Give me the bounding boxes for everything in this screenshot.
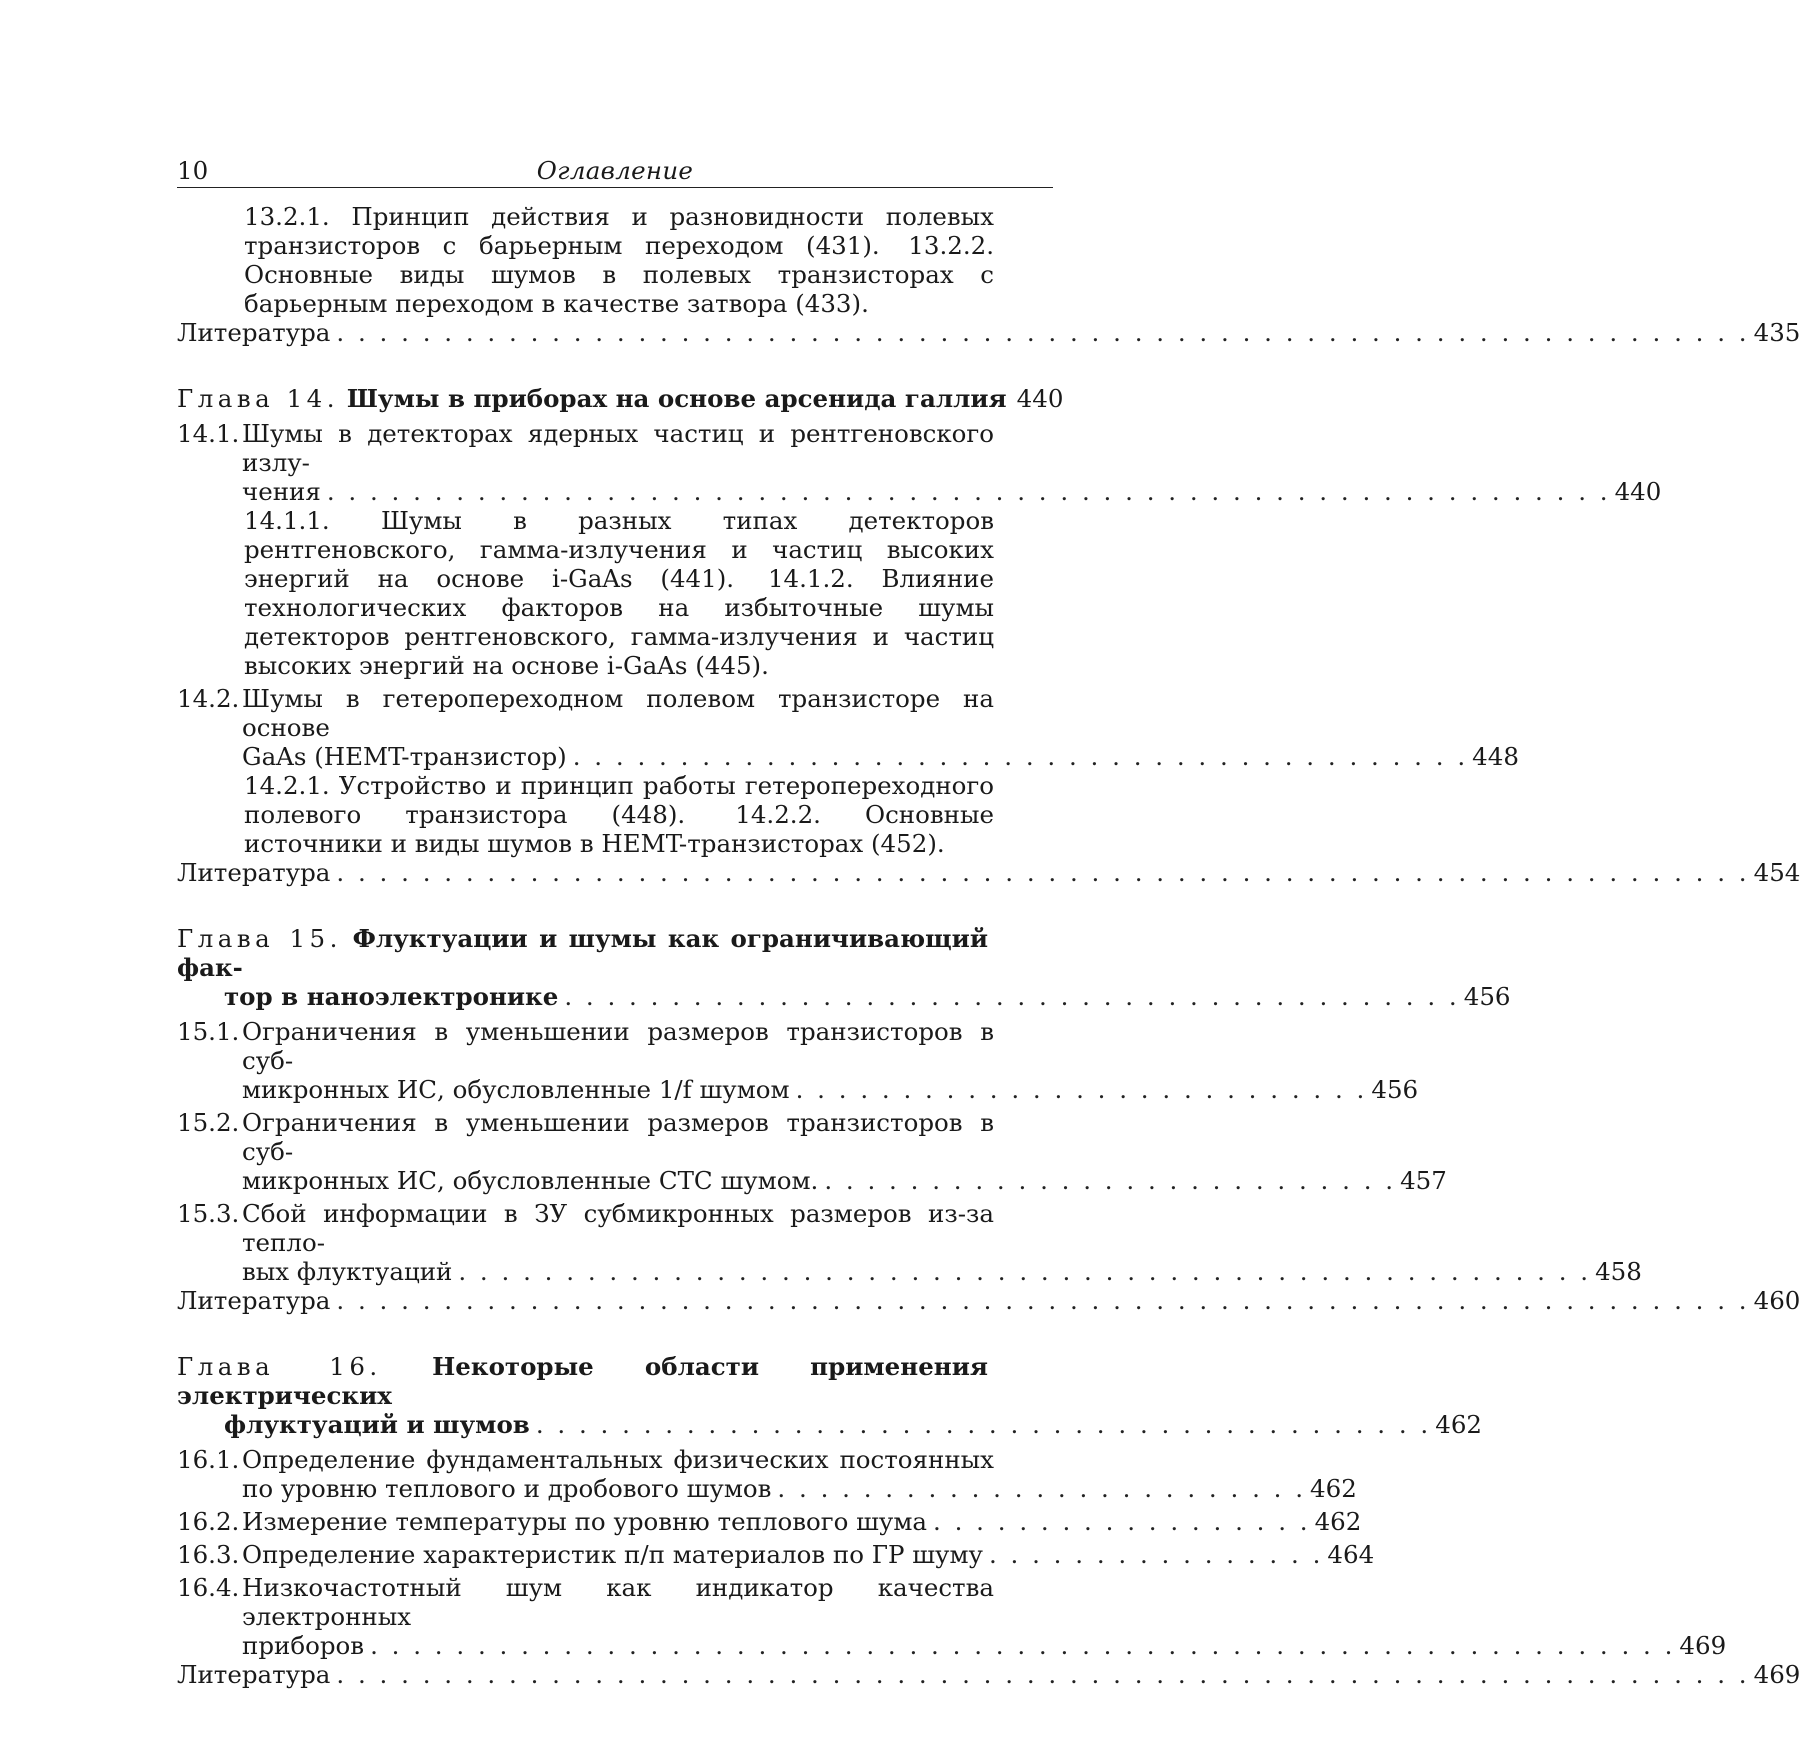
section-number: 15.2. bbox=[177, 1108, 240, 1137]
toc-section-15-2[interactable] bbox=[177, 1108, 1447, 1195]
leader-dots: . . . . . . . . . . . . . . . . . . . . . . . . . bbox=[777, 1474, 1307, 1503]
leader-dots: . . . . . . . . . . . . . . . . . . . . . . . . . . . bbox=[824, 1166, 1397, 1195]
section-title-line: чения bbox=[242, 477, 321, 506]
section-title-line: Определение характеристик п/п материалов по ГР шуму bbox=[242, 1540, 983, 1569]
page-ref: 464 bbox=[1327, 1540, 1375, 1569]
running-title: Оглавление bbox=[536, 156, 694, 185]
chapter-label: Глава 15. bbox=[177, 924, 342, 953]
section-title-line: Шумы в гетеропереходном полевом транзисторе на основе bbox=[242, 684, 994, 742]
toc-section-16-3[interactable] bbox=[177, 1540, 1375, 1569]
page-ref: 462 bbox=[1310, 1474, 1357, 1503]
chapter-16[interactable] bbox=[177, 1352, 1482, 1439]
section-number: 16.2. bbox=[177, 1507, 240, 1536]
toc-section-15-1[interactable] bbox=[177, 1017, 1419, 1104]
section-number: 16.3. bbox=[177, 1540, 240, 1569]
subsection-item: 14.1.2. Влияние технологических факторов на избыточные шумы детекторов рентгеновского, гамма-излучения и частиц высоких энергий на основе i-GaAs (445). bbox=[244, 564, 994, 680]
subsection-item: 14.1.1. Шумы в разных типах детекторов рентгеновского, гамма-излучения и частиц высоких энергий на основе i-GaAs (441). bbox=[244, 506, 994, 593]
leader-dots: . . . . . . . . . . . . . . . . . . . . . . . . . . . . . . . . . . . . . . . . . . . . . . . . . . . . . bbox=[458, 1257, 1592, 1286]
leader-dots: . . . . . . . . . . . . . . . . . . . . . . . . . . . . . . . . . . . . . . . . . . bbox=[564, 982, 1460, 1011]
page-ref: 440 bbox=[1614, 477, 1662, 506]
section-title-line: Ограничения в уменьшении размеров транзисторов в суб- bbox=[242, 1108, 994, 1166]
leader-dots: . . . . . . . . . . . . . . . . . . . . . . . . . . . . . . . . . . . . . . . . . . bbox=[535, 1410, 1432, 1439]
leader-dots: . . . . . . . . . . . . . . . . . . . . . . . . . . . . . . . . . . . . . . . . . . . . . . . . . . . . . . . . . . . . . . . . . . bbox=[336, 1660, 1750, 1689]
leader-dots: . . . . . . . . . . . . . . . . . . . . . . . . . . . . . . . . . . . . . . . . . . . . . . . . . . . . . . . . . . . . . . . . . . bbox=[336, 1286, 1750, 1315]
page-number: 10 bbox=[177, 156, 209, 185]
toc-section-15-3[interactable] bbox=[177, 1199, 1642, 1286]
subsection-item: 13.2.1. Принцип действия и разновидности полевых транзисторов с барьерным переходом (431). bbox=[244, 202, 994, 260]
page-ref: 460 bbox=[1753, 1286, 1800, 1315]
section-title-line: Определение фундаментальных физических постоянных bbox=[242, 1445, 994, 1474]
page-ref: 454 bbox=[1753, 858, 1800, 887]
chapter-title: флуктуаций и шумов bbox=[224, 1410, 530, 1439]
section-title-line: Измерение температуры по уровню теплового шума bbox=[242, 1507, 928, 1536]
section-title-line: по уровню теплового и дробового шумов bbox=[242, 1474, 772, 1503]
page-ref: 462 bbox=[1435, 1410, 1482, 1439]
toc-section-16-2[interactable] bbox=[177, 1507, 1362, 1536]
section-number: 15.1. bbox=[177, 1017, 240, 1046]
chapter-title: Шумы в приборах на основе арсенида галлия bbox=[346, 384, 1007, 413]
literature-label: Литература bbox=[177, 858, 331, 887]
toc-literature[interactable] bbox=[177, 1286, 1800, 1315]
page-ref: 469 bbox=[1679, 1631, 1727, 1660]
leader-dots: . . . . . . . . . . . . . . . . bbox=[988, 1540, 1324, 1569]
section-title-line: Ограничения в уменьшении размеров транзисторов в суб- bbox=[242, 1017, 994, 1075]
leader-dots: . . . . . . . . . . . . . . . . . . . . . . . . . . . . . . . . . . . . . . . . . . . . . . . . . . . . . . . . . . . . bbox=[326, 477, 1611, 506]
section-title-line: Низкочастотный шум как индикатор качества электронных bbox=[242, 1573, 994, 1631]
toc-literature[interactable] bbox=[177, 318, 1800, 347]
section-number: 15.3. bbox=[177, 1199, 240, 1228]
section-title-line: вых флуктуаций bbox=[242, 1257, 453, 1286]
page-ref: 456 bbox=[1463, 982, 1511, 1011]
toc-section-14-2[interactable] bbox=[177, 684, 1519, 771]
page-ref: 469 bbox=[1753, 1660, 1800, 1689]
chapter-title: тор в наноэлектронике bbox=[224, 982, 559, 1011]
page-ref: 448 bbox=[1472, 742, 1519, 771]
chapter-label: Глава 14. bbox=[177, 384, 340, 413]
toc-literature[interactable] bbox=[177, 858, 1800, 887]
subsection-paragraph bbox=[177, 506, 994, 680]
section-title-line: приборов bbox=[242, 1631, 365, 1660]
leader-dots: . . . . . . . . . . . . . . . . . . . . . . . . . . . . . . . . . . . . . . . . . . . . . . . . . . . . . . . . . . . . . . . . . . bbox=[336, 318, 1750, 347]
literature-label: Литература bbox=[177, 1286, 331, 1315]
section-title-line: Шумы в детекторах ядерных частиц и рентгеновского излу- bbox=[242, 419, 994, 477]
literature-label: Литература bbox=[177, 318, 331, 347]
leader-dots: . . . . . . . . . . . . . . . . . . . . . . . . . . . . . . . . . . . . . . . . . . bbox=[572, 742, 1469, 771]
toc-literature[interactable] bbox=[177, 1660, 1800, 1689]
chapter-title: Некоторые области применения электрических bbox=[177, 1352, 988, 1410]
leader-dots: . . . . . . . . . . . . . . . . . . . . . . . . . . . . . . . . . . . . . . . . . . . . . . . . . . . . . . . . . . . . . bbox=[370, 1631, 1676, 1660]
section-number: 14.1. bbox=[177, 419, 240, 448]
section-number: 14.2. bbox=[177, 684, 240, 713]
page-ref: 456 bbox=[1371, 1075, 1419, 1104]
page-ref: 435 bbox=[1753, 318, 1800, 347]
subsection-item: 14.2.1. Устройство и принцип работы гетеропереходного полевого транзистора (448). bbox=[244, 771, 994, 829]
literature-label: Литература bbox=[177, 1660, 331, 1689]
section-number: 16.1. bbox=[177, 1445, 240, 1474]
section-title-line: микронных ИС, обусловленные 1/f шумом bbox=[242, 1075, 790, 1104]
subsection-paragraph bbox=[177, 771, 994, 858]
toc-section-16-4[interactable] bbox=[177, 1573, 1727, 1660]
section-title-line: Сбой информации в ЗУ субмикронных размеров из-за тепло- bbox=[242, 1199, 994, 1257]
page-ref: 458 bbox=[1595, 1257, 1642, 1286]
section-title-line: микронных ИС, обусловленные СТС шумом. bbox=[242, 1166, 819, 1195]
leader-dots: . . . . . . . . . . . . . . . . . . bbox=[933, 1507, 1311, 1536]
toc-section-14-1[interactable] bbox=[177, 419, 1662, 506]
subsection-paragraph bbox=[177, 202, 994, 318]
leader-dots: . . . . . . . . . . . . . . . . . . . . . . . . . . . . . . . . . . . . . . . . . . . . . . . . . . . . . . . . . . . . . . . . . . bbox=[336, 858, 1750, 887]
subsection-item: 14.2.2. Основные источники и виды шумов в HEMT-транзисторах (452). bbox=[244, 800, 995, 858]
running-header bbox=[177, 154, 1053, 188]
subsection-item: 13.2.2. Основные виды шумов в полевых транзисторах с барьерным переходом в качестве затвора (433). bbox=[244, 231, 994, 318]
page-ref: 462 bbox=[1314, 1507, 1362, 1536]
section-title-line: GaAs (HEMT-транзистор) bbox=[242, 742, 567, 771]
chapter-14[interactable] bbox=[177, 384, 1064, 413]
chapter-title: Флуктуации и шумы как ограничивающий фак- bbox=[177, 924, 988, 982]
chapter-15[interactable] bbox=[177, 924, 1511, 1011]
section-number: 16.4. bbox=[177, 1573, 240, 1602]
toc-section-16-1[interactable] bbox=[177, 1445, 1357, 1503]
page-ref: 457 bbox=[1400, 1166, 1447, 1195]
page-ref: 440 bbox=[1016, 384, 1064, 413]
table-of-contents bbox=[177, 202, 1800, 1689]
chapter-label: Глава 16. bbox=[177, 1352, 382, 1381]
leader-dots: . . . . . . . . . . . . . . . . . . . . . . . . . . . bbox=[795, 1075, 1368, 1104]
